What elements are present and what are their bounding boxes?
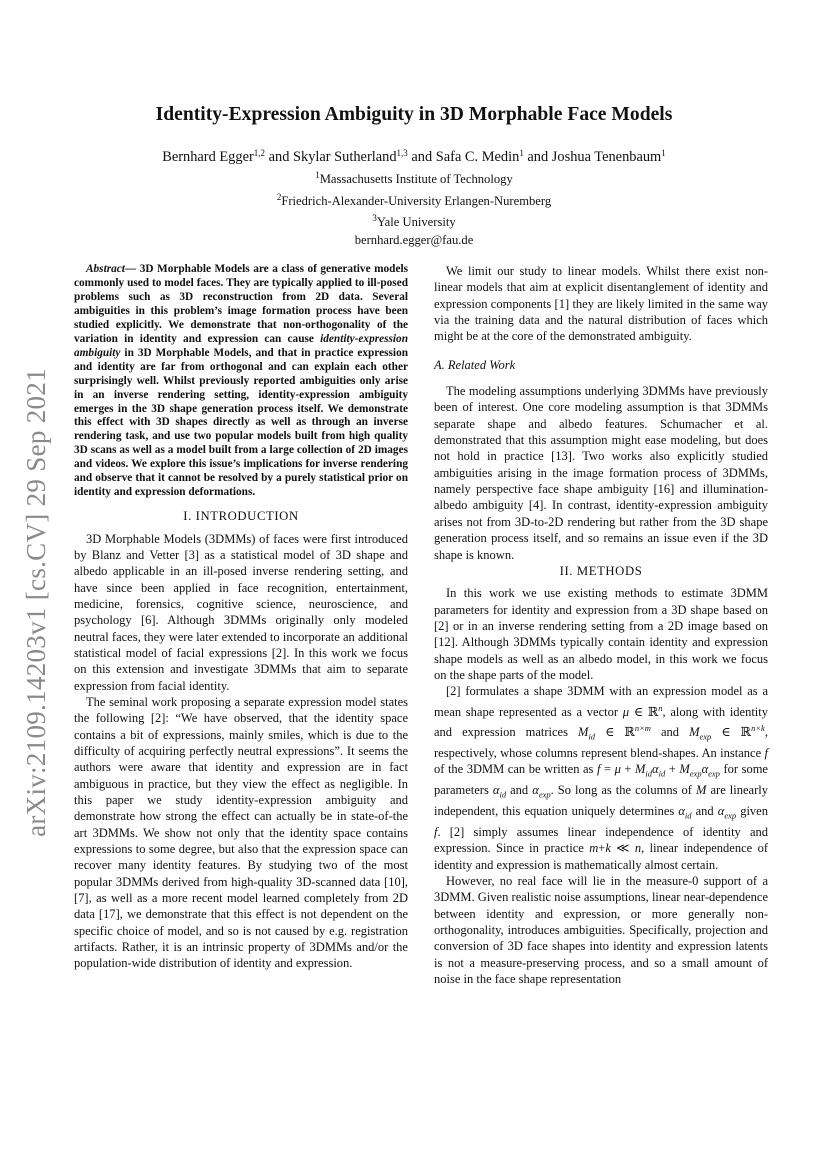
affiliations [80, 167, 748, 249]
math-m: M [696, 783, 707, 798]
abstract-text: 3D Morphable Models are a class of generative models commonly used to model faces. They are typically applied to ill-posed problems such as 3D reconstruction from 2D data. Several ambiguities in this problem’s image formation process have been studied explicitly. We demonstrate that non-orthogonality of the variation in identity and expression can cause [74, 263, 408, 345]
text-run: given [736, 804, 768, 819]
author-name: Joshua Tenenbaum [551, 149, 662, 165]
text-run: of the 3DMM can be written as [434, 762, 597, 777]
math-alpha-exp: $\alpha_{exp}$ [532, 783, 551, 800]
math-mu: μ ∈ ℝ$^n$ [622, 702, 663, 719]
affiliation-number: 1 [315, 170, 320, 180]
right-column [434, 263, 768, 987]
math-equation: $f = \mu + M_{id}\alpha_{id} + M_{exp}\alpha_{exp}$ [596, 762, 720, 779]
author-affiliation: 1,2 [253, 148, 266, 158]
text-run: . [2] simply assumes linear independence of identity and expression. Since in practice [434, 824, 768, 856]
subsection-heading-related-work: A. Related Work [434, 357, 516, 372]
abstract-text: in 3D Morphable Models, and that in practice expression and identity are far from orthogonal and can explain each other surprisingly well. Whilst previously reported ambiguities only arise in an inverse rendering setting, identity-expression ambiguity emerges in the 3D shape generation process itself. We demonstrate this effect with 3D shapes directly as well as through an inverse rendering task, and use two popular models built from high quality 3D scans as well as a model built from a large collection of 2D images and videos. We explore this issue’s implications for inverse rendering and observe that it cannot be resolved by a purely statistical prior on identity and expression deformations. [74, 346, 408, 499]
affiliation [80, 167, 748, 189]
author-name: Skylar Sutherland [293, 149, 397, 165]
affiliation-number: 3 [372, 213, 377, 223]
affiliation [80, 189, 748, 211]
math-f: f [434, 824, 438, 839]
text-run: and [691, 804, 718, 819]
author-list [80, 148, 748, 166]
paragraph: We limit our study to linear models. Whilst there exist non-linear models that aim at explicit disentanglement of identity and expression components [1] they are likely limited in the same way via the training data and the natural distribution of faces which might be at the core of the demonstrated ambiguity. [434, 264, 768, 344]
author-separator: and [265, 149, 293, 165]
author-affiliation: 1 [661, 148, 666, 158]
text-run: , along with identity and expression matrices [434, 704, 769, 740]
paragraph: However, no real face will lie in the measure-0 support of a 3DMM. Given realistic noise assumptions, linear near-dependence between identity and expression, or more generally non-orthogonality, introduces ambiguities. Specifically, projection and conversion of 3D face shapes into identity and expression latents is not a measure-preserving process, and so a small amount of noise in the face shape representation [434, 874, 768, 987]
math-alpha-exp: $\alpha_{exp}$ [717, 804, 737, 821]
math-inequality: m+k ≪ n [589, 841, 642, 856]
arxiv-identifier-text: arXiv:2109.14203v1 [cs.CV] 29 Sep 2021 [20, 367, 51, 837]
author-name: Bernhard Egger [162, 149, 254, 165]
paragraph [434, 683, 768, 873]
arxiv-identifier [14, 352, 58, 852]
text-run: for some parameters [434, 762, 768, 798]
author-separator: and [523, 149, 552, 165]
abstract-emphasis: identity-expression ambiguity [74, 332, 408, 359]
math-mexp: $M_{exp}$ ∈ ℝ$^{n\times k}$ [689, 723, 765, 742]
text-run: . So long as the columns of [550, 783, 697, 798]
left-column [74, 263, 408, 972]
text-run: and [650, 725, 690, 740]
author-name: Safa C. Medin [435, 149, 520, 165]
affiliation-number: 2 [276, 191, 282, 202]
author-separator: and [407, 149, 436, 165]
math-f: f [764, 746, 768, 761]
affiliation [80, 210, 748, 232]
author-affiliation: 1,3 [396, 148, 408, 158]
math-mid: $M_{id}$ ∈ ℝ$^{n\times m}$ [578, 723, 651, 742]
paragraph: 3D Morphable Models (3DMMs) of faces were first introduced by Blanz and Vetter [3] as a statistical model of 3D shape and albedo applicable in an ill-posed inverse rendering setting, and have since been applied in face recognition, entertainment, medicine, forensics, cognitive science, neuroscience, and psychology [6]. Although 3DMMs originally only modeled neutral faces, they were later extended to incorporate an additional statistical model of facial expressions [2]. In this work we focus on this extension and investigate 3DMMs that aim to separate expression from facial identity. [74, 531, 408, 693]
affiliation-name: Yale University [376, 215, 456, 229]
author-email: bernhard.egger@fau.de [354, 232, 474, 247]
text-run: , linear independence of identity and expression is mathematically almost certain. [434, 841, 768, 872]
paragraph: In this work we use existing methods to estimate 3DMM parameters for identity and expression from a 3D shape based on [2] or in an inverse rendering setting from a 2D image based on [12]. Although 3DMMs typically contain identity and expression shape models as well as an albedo model, in this work we focus on the shape parts of the model. [434, 586, 768, 682]
text-run: and [506, 783, 533, 798]
affiliation-name: Massachusetts Institute of Technology [319, 172, 513, 186]
abstract-label: Abstract— [86, 263, 137, 275]
paragraph: The modeling assumptions underlying 3DMMs have previously been of interest. One core modeling assumption is that 3DMMs separate shape and albedo features. Schumacher et al. demonstrated that this assumption might ease modeling, but does not hold in practice [13]. Two works also explicitly studied ambiguities arising in the image formation process of 3DMMs, namely perspective face shape ambiguity [16] and illumination-albedo ambiguity [4]. In contrast, identity-expression ambiguity arises not from 3D-to-2D rendering but rather from the 3D shape generation process itself, and so remains an issue even if the 3D shape is known. [434, 384, 768, 562]
affiliation-name: Friedrich-Alexander-University Erlangen-Nuremberg [281, 193, 552, 208]
section-heading-methods: II. METHODS [559, 563, 643, 578]
text-run: are linearly independent, this equation uniquely determines [434, 783, 768, 819]
abstract [74, 263, 408, 500]
author-affiliation: 1 [519, 148, 524, 158]
paragraph: The seminal work proposing a separate expression model states the following [2]: “We have observed, that the identity space contains a bit of expressions, mainly smiles, which is due to the difficulty of acquiring perfectly neutral expressions”. It seems the authors were aware that identity and expression are in fact ambiguous in practice, but they view the effect as negligible. In this paper we study identity-expression ambiguity and demonstrate how strong the effect can actually be in state-of-the art 3DMMs. We show not only that the identity space contains expressions to some degree, but also that the expression space can recover many identity features. By studying two of the most popular 3DMMs derived from high-quality 3D-scanned data [10], [7], as well as a more recent model learned completely from 2D data [17], we demonstrate that this effect is not dependent on the specific choice of model, and so is not caused by e.g. registration artifacts. Rather, it is an intrinsic property of 3DMMs and/or the population-wide distribution of identity and expression. [74, 694, 408, 971]
text-run: , respectively, whose columns represent blend-shapes. An instance [434, 725, 768, 761]
math-alpha-id: $\alpha_{id}$ [678, 804, 692, 821]
section-heading-introduction: I. INTRODUCTION [183, 509, 299, 524]
paper-title: Identity-Expression Ambiguity in 3D Morphable Face Models [155, 104, 673, 125]
text-run: [2] formulates a shape 3DMM with an expression model as a mean shape represented as a vector [434, 684, 768, 719]
math-alpha-id: $\alpha_{id}$ [492, 783, 507, 800]
